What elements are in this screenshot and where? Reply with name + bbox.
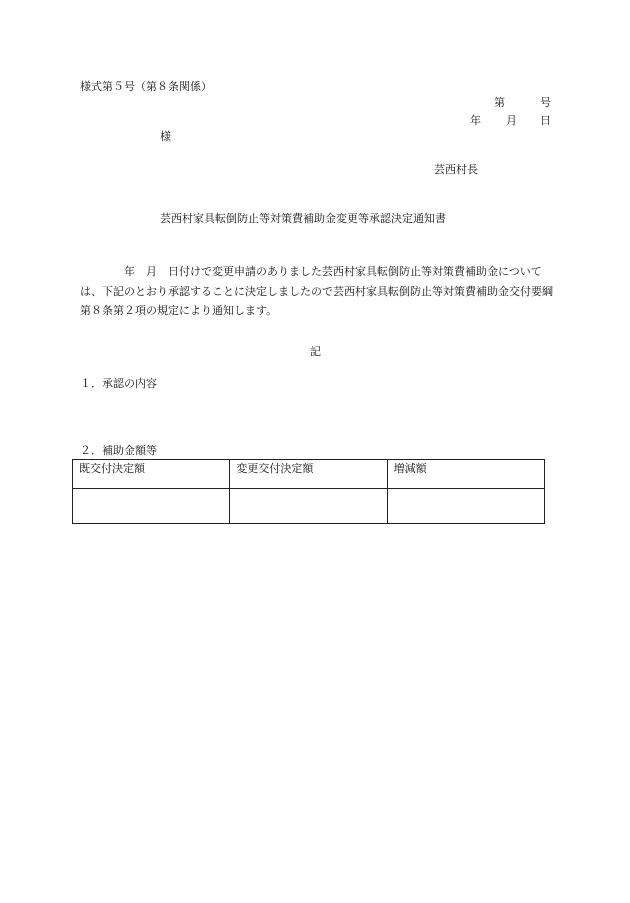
cell-difference <box>387 489 544 524</box>
issuer: 芸西村長 <box>434 163 478 176</box>
form-number: 様式第５号（第８条関係） <box>80 80 212 93</box>
header-existing-grant: 既交付決定額 <box>73 460 230 489</box>
ki-heading: 記 <box>310 345 321 358</box>
document-title: 芸西村家具転倒防止等対策費補助金変更等承認決定通知書 <box>160 212 446 225</box>
doc-number-prefix: 第 <box>494 96 505 109</box>
doc-number-suffix: 号 <box>540 96 551 109</box>
cell-existing-grant <box>73 489 230 524</box>
date-year: 年 <box>470 114 481 127</box>
addressee-suffix: 様 <box>160 130 171 143</box>
section-approval-content: １．承認の内容 <box>80 377 157 390</box>
section-subsidy-amount: ２．補助金額等 <box>80 444 157 457</box>
header-changed-grant: 変更交付決定額 <box>230 460 387 489</box>
amount-table <box>72 459 545 524</box>
table-header-row <box>73 460 545 489</box>
header-difference: 増減額 <box>387 460 544 489</box>
cell-changed-grant <box>230 489 387 524</box>
date-day: 日 <box>540 114 551 127</box>
body-paragraph: 年 月 日付けで変更申請のありました芸西村家具転倒防止等対策費補助金については、下記のとおり承認することに決定しましたので芸西村家具転倒防止等対策費補助金交付要綱第８条第２項の規定により通知します。 <box>80 265 553 317</box>
table-row <box>73 489 545 524</box>
date-month: 月 <box>506 114 517 127</box>
